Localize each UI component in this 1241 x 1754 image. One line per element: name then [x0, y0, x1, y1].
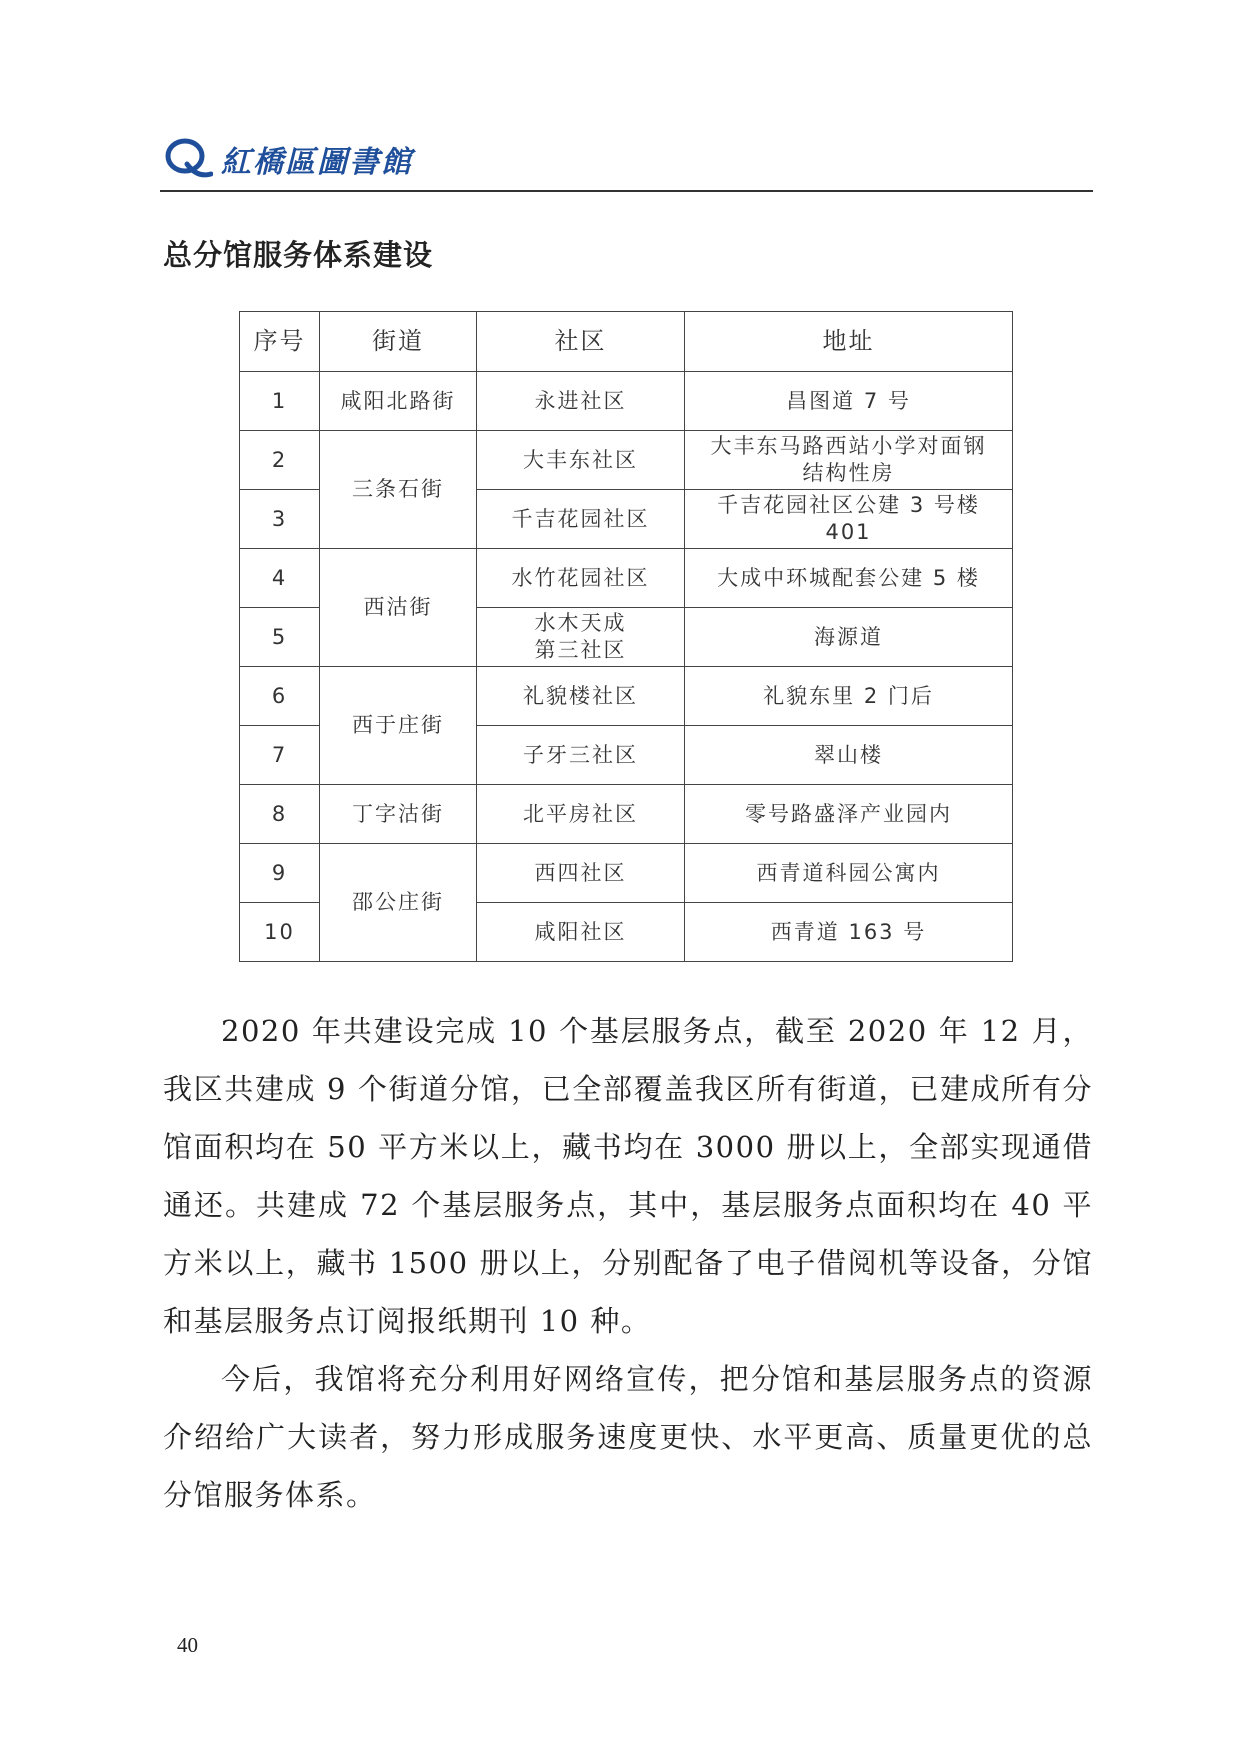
cell-address: 海源道	[685, 608, 1013, 667]
cell-community: 西四社区	[477, 844, 685, 903]
cell-community: 大丰东社区	[477, 431, 685, 490]
table-row	[240, 667, 1013, 726]
cell-address: 礼貌东里 2 门后	[685, 667, 1013, 726]
page-header	[163, 128, 1093, 190]
cell-number: 7	[240, 726, 320, 785]
cell-number: 1	[240, 372, 320, 431]
cell-community: 子牙三社区	[477, 726, 685, 785]
cell-number: 8	[240, 785, 320, 844]
table-row	[240, 785, 1013, 844]
cell-street: 三条石街	[320, 431, 477, 549]
cell-community: 北平房社区	[477, 785, 685, 844]
page-number: 40	[177, 1633, 198, 1657]
cell-community: 永进社区	[477, 372, 685, 431]
cell-number: 9	[240, 844, 320, 903]
cell-street: 西于庄街	[320, 667, 477, 785]
cell-address: 翠山楼	[685, 726, 1013, 785]
cell-address: 大成中环城配套公建 5 楼	[685, 549, 1013, 608]
table-row	[240, 549, 1013, 608]
cell-address: 西青道科园公寓内	[685, 844, 1013, 903]
header-cell-address: 地址	[685, 312, 1013, 372]
table-row	[240, 431, 1013, 490]
library-q-logo-icon	[163, 134, 213, 184]
cell-number: 10	[240, 903, 320, 962]
cell-number: 2	[240, 431, 320, 490]
table-header-row	[240, 312, 1013, 372]
cell-address: 千吉花园社区公建 3 号楼 401	[685, 490, 1013, 549]
cell-address: 大丰东马路西站小学对面钢结构性房	[685, 431, 1013, 490]
cell-community: 千吉花园社区	[477, 490, 685, 549]
header-cell-street: 街道	[320, 312, 477, 372]
header-cell-community: 社区	[477, 312, 685, 372]
cell-address: 零号路盛泽产业园内	[685, 785, 1013, 844]
service-points-table	[239, 311, 1013, 962]
body-paragraph-2: 今后，我馆将充分利用好网络宣传，把分馆和基层服务点的资源介绍给广大读者，努力形成服务速度更快、水平更高、质量更优的总分馆服务体系。	[163, 1362, 1093, 1512]
cell-number: 4	[240, 549, 320, 608]
table-row	[240, 844, 1013, 903]
library-name-logo: 紅橋區圖書館	[221, 145, 413, 180]
cell-community: 水木天成第三社区	[477, 608, 685, 667]
body-paragraph-1: 2020 年共建设完成 10 个基层服务点，截至 2020 年 12 月，我区共建成 9 个街道分馆，已全部覆盖我区所有街道，已建成所有分馆面积均在 50 平方米以上，藏书均在 3000 册以上，全部实现通借通还。共建成 72 个基层服务点，其中，基层服务点面积均在 40 平方米以上，藏书 1500 册以上，分别配备了电子借阅机等设备，分馆和基层服务点订阅报纸期刊 10 种。	[163, 1014, 1093, 1338]
cell-number: 6	[240, 667, 320, 726]
cell-address: 西青道 163 号	[685, 903, 1013, 962]
section-title: 总分馆服务体系建设	[163, 238, 434, 272]
header-cell-number: 序号	[240, 312, 320, 372]
cell-community: 咸阳社区	[477, 903, 685, 962]
cell-community: 水竹花园社区	[477, 549, 685, 608]
cell-street: 邵公庄街	[320, 844, 477, 962]
header-divider	[160, 190, 1093, 192]
cell-address: 昌图道 7 号	[685, 372, 1013, 431]
table-row	[240, 372, 1013, 431]
cell-number: 3	[240, 490, 320, 549]
cell-street: 丁字沽街	[320, 785, 477, 844]
cell-street: 咸阳北路街	[320, 372, 477, 431]
cell-street: 西沽街	[320, 549, 477, 667]
cell-community: 礼貌楼社区	[477, 667, 685, 726]
cell-number: 5	[240, 608, 320, 667]
